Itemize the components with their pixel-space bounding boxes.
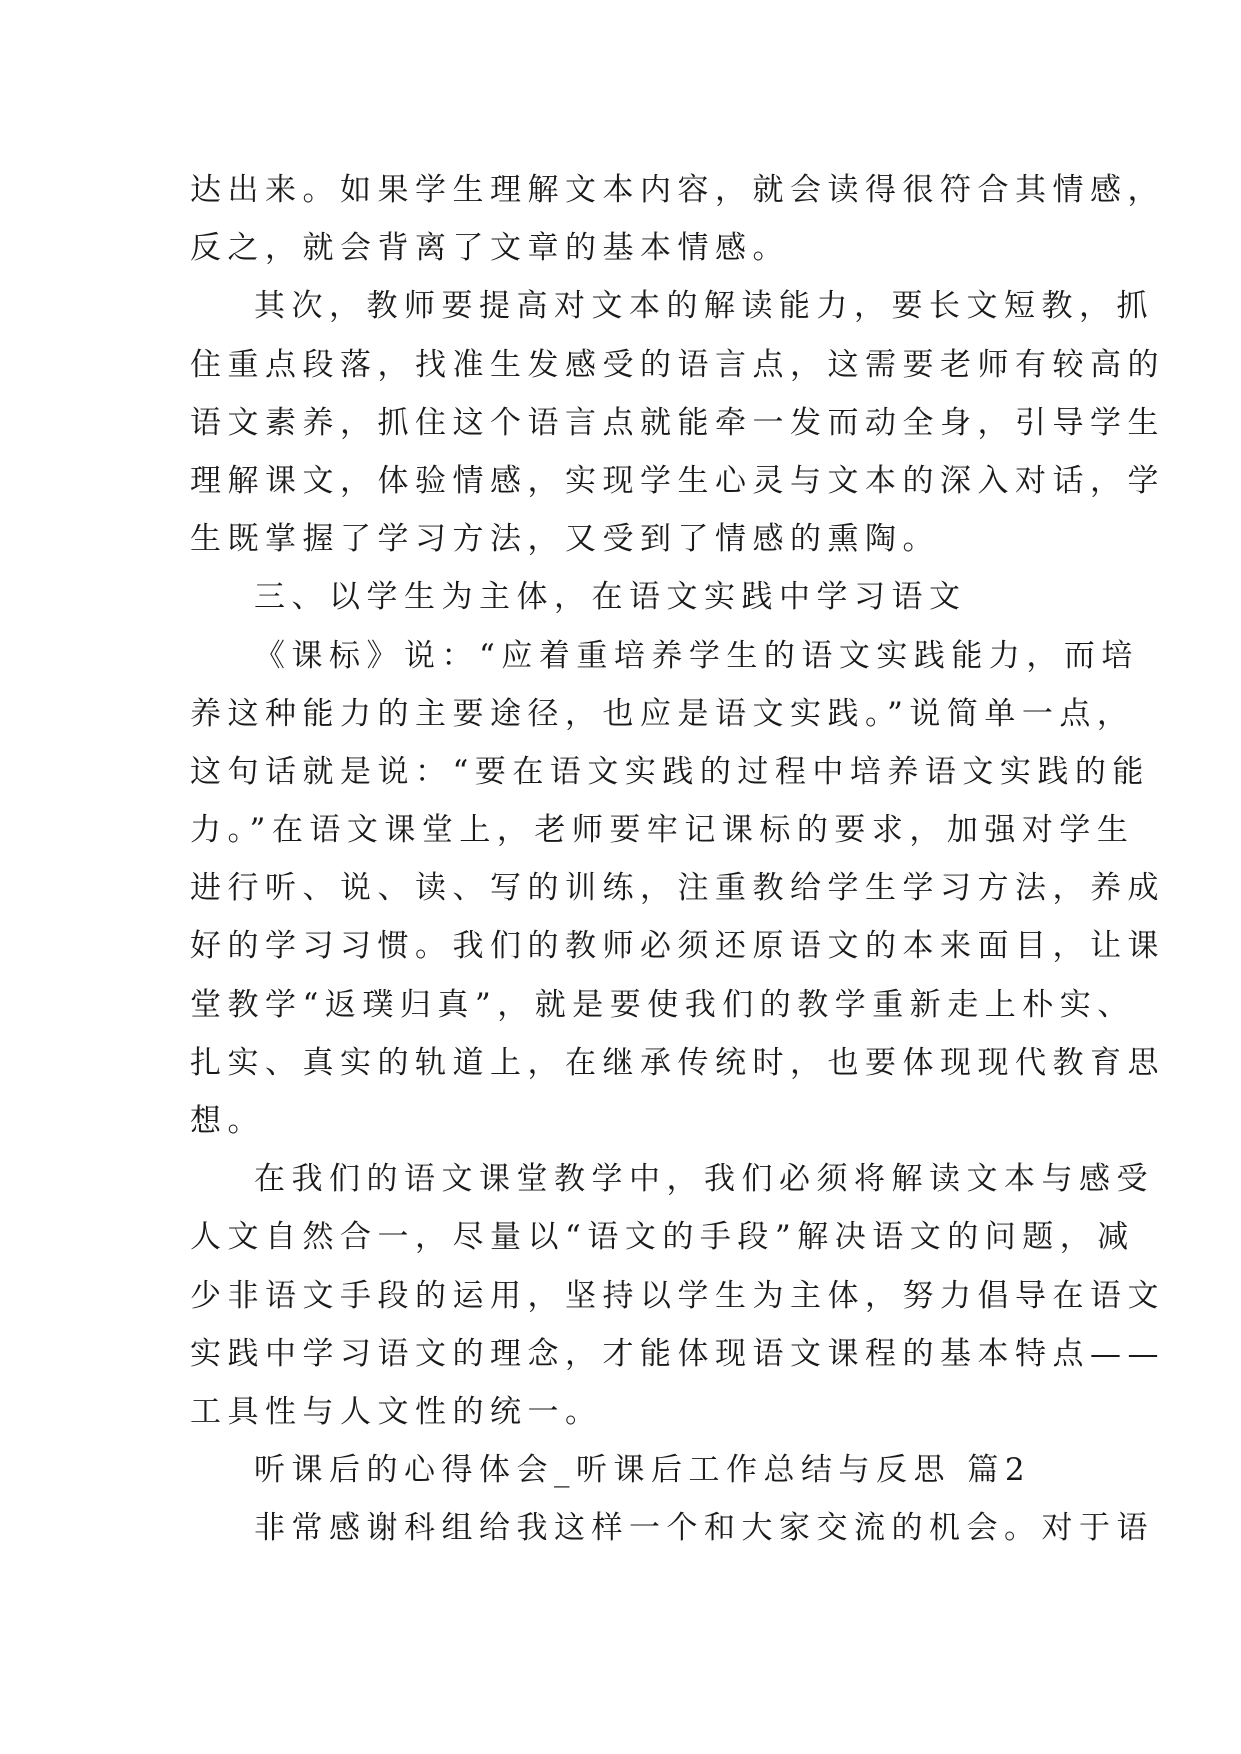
text-line: 听课后的心得体会_听课后工作总结与反思 篇2	[254, 1452, 1032, 1489]
text-line: 养这种能力的主要途径，也应是语文实践。”说简单一点，	[190, 695, 1135, 732]
text-line: 工具性与人文性的统一。	[190, 1393, 603, 1430]
text-line: 《课标》说：“应着重培养学生的语文实践能力，而培	[254, 637, 1139, 674]
text-line: 其次，教师要提高对文本的解读能力，要长文短教，抓	[254, 288, 1154, 325]
text-line: 这句话就是说：“要在语文实践的过程中培养语文实践的能	[190, 753, 1150, 790]
document-body	[190, 161, 1165, 1558]
text-line: 进行听、说、读、写的训练，注重教给学生学习方法，养成	[190, 870, 1165, 907]
text-line: 堂教学“返璞归真”，就是要使我们的教学重新走上朴实、	[190, 986, 1135, 1023]
text-line: 实践中学习语文的理念，才能体现语文课程的基本特点——	[190, 1335, 1165, 1372]
text-line: 理解课文，体验情感，实现学生心灵与文本的深入对话，学	[190, 462, 1165, 499]
text-line: 在我们的语文课堂教学中，我们必须将解读文本与感受	[254, 1161, 1154, 1198]
text-line: 反之，就会背离了文章的基本情感。	[190, 230, 790, 267]
text-line: 人文自然合一，尽量以“语文的手段”解决语文的问题，减	[190, 1219, 1135, 1256]
text-line: 力。”在语文课堂上，老师要牢记课标的要求，加强对学生	[190, 812, 1135, 849]
text-line: 扎实、真实的轨道上，在继承传统时，也要体现现代教育思	[190, 1044, 1165, 1081]
text-line: 非常感谢科组给我这样一个和大家交流的机会。对于语	[254, 1510, 1154, 1547]
text-line: 住重点段落，找准生发感受的语言点，这需要老师有较高的	[190, 346, 1165, 383]
text-line: 达出来。如果学生理解文本内容，就会读得很符合其情感，	[190, 172, 1165, 208]
text-line: 好的学习习惯。我们的教师必须还原语文的本来面目，让课	[190, 928, 1165, 965]
text-line: 语文素养，抓住这个语言点就能牵一发而动全身，引导学生	[190, 404, 1165, 441]
text-line: 生既掌握了学习方法，又受到了情感的熏陶。	[190, 521, 940, 558]
text-line: 三、以学生为主体，在语文实践中学习语文	[254, 579, 967, 616]
text-line: 想。	[190, 1103, 265, 1139]
text-line: 少非语文手段的运用，坚持以学生为主体，努力倡导在语文	[190, 1277, 1165, 1314]
